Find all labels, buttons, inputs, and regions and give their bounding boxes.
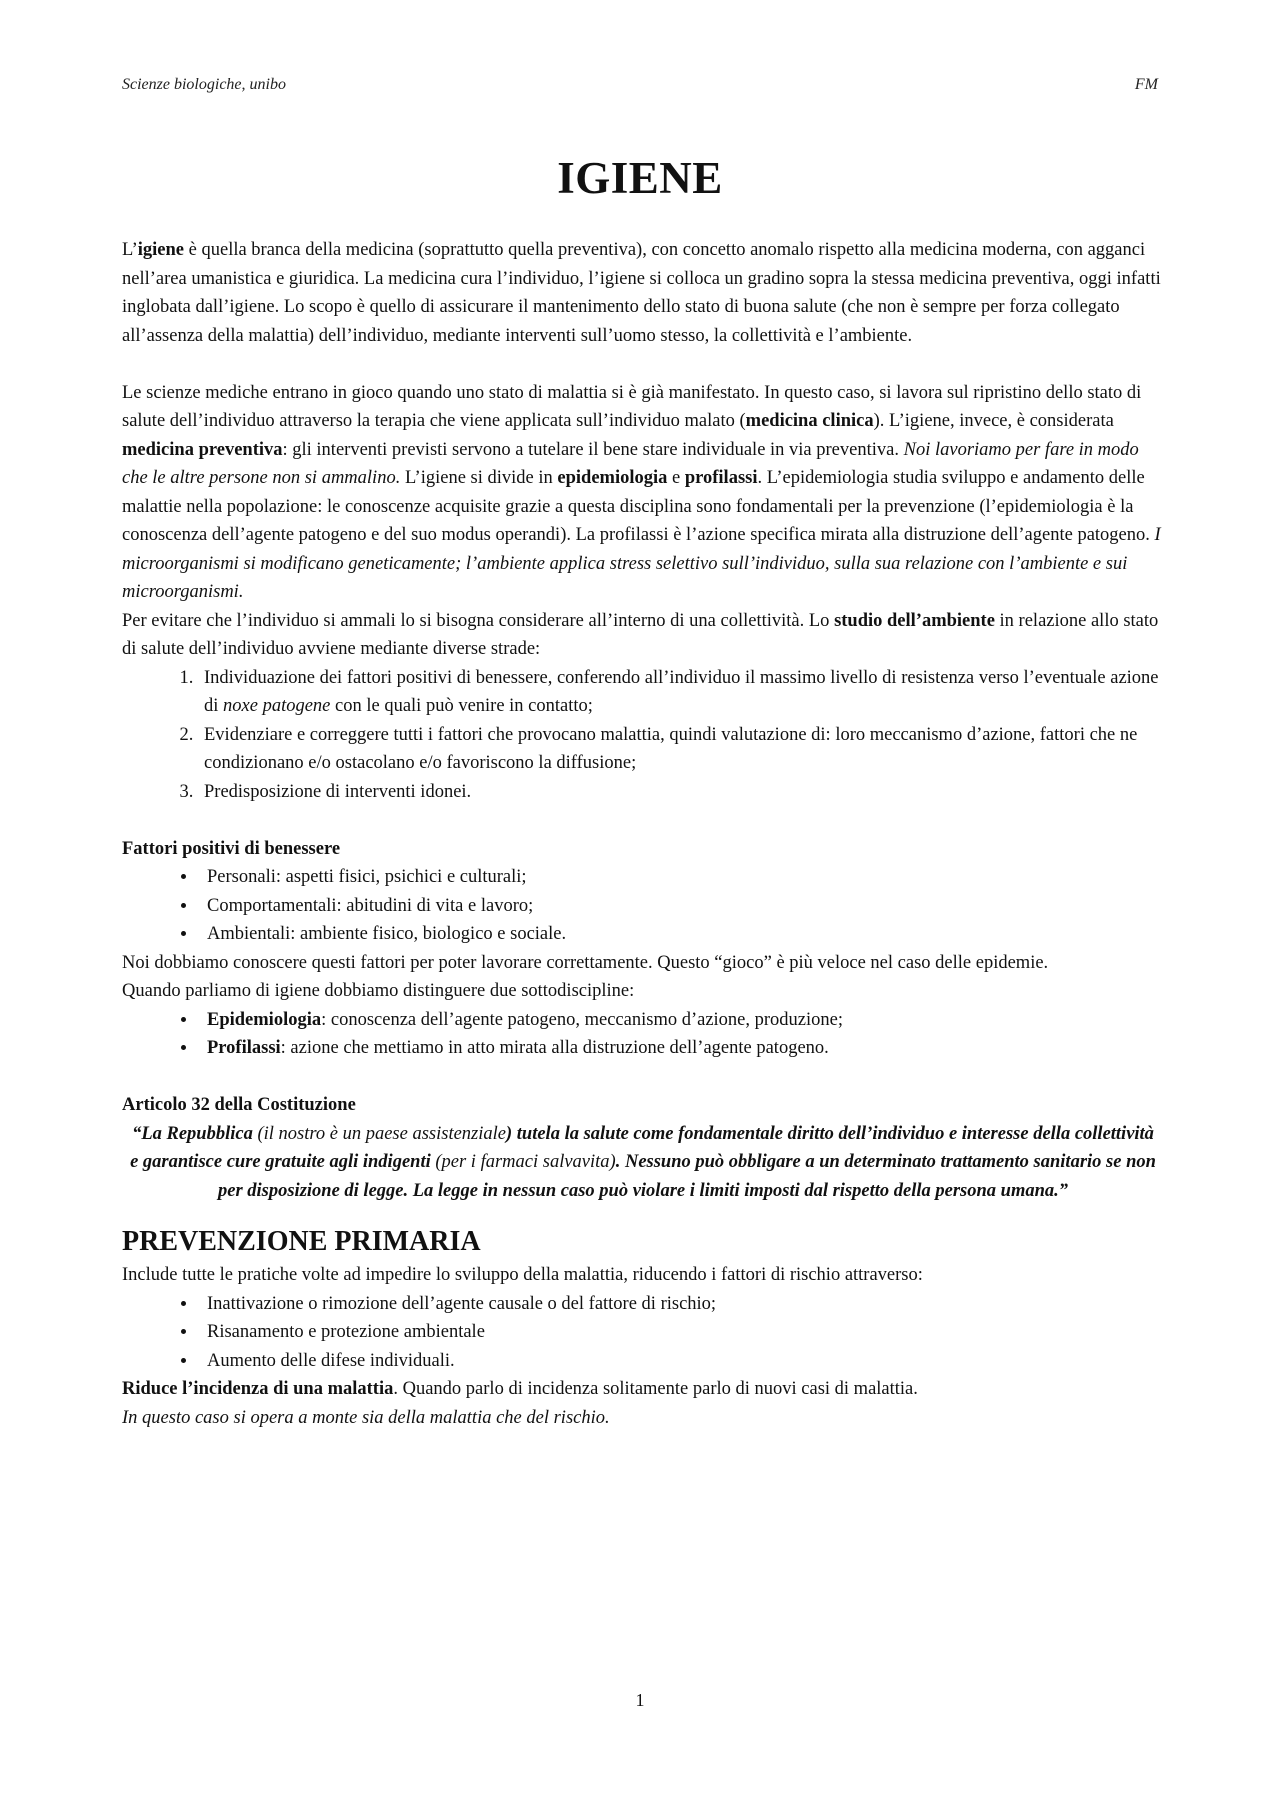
list-item: 3. Predisposizione di interventi idonei. xyxy=(198,778,1164,807)
page-title: IGIENE xyxy=(557,153,723,203)
header-left: Scienze biologiche, unibo xyxy=(122,76,286,93)
section-heading-articolo: Articolo 32 della Costituzione xyxy=(122,1095,356,1115)
list-item: • Comportamentali: abitudini di vita e lavoro; xyxy=(198,892,1164,921)
list-item: • Aumento delle difese individuali. xyxy=(198,1347,1164,1376)
list-item: • Profilassi: azione che mettiamo in atto mirata alla distruzione dell’agente patogeno. xyxy=(198,1034,1164,1063)
header-right: FM xyxy=(1134,76,1158,93)
paragraph-scienze-mediche: Le scienze mediche entrano in gioco quando uno stato di malattia si è già manifestato. In questo caso, si lavora sul ripristino dello stato di salute dell’individuo attraverso la terapia che viene applicata sull’individuo malato (medicina clinica). L’igiene, invece, è considerata medicina preventiva: gli interventi previsti servono a tutelare il bene stare individuale in via preventiva. Noi lavoriamo per fare in modo che le altre persone non si ammalino. L’igiene si divide in epidemiologia e profilassi. L’epidemiologia studia sviluppo e andamento delle malattie nella popolazione: le conoscenze acquisite grazie a questa disciplina sono fondamentali per la prevenzione (l’epidemiologia è la conoscenza dell’agente patogeno e del suo modus operandi). La profilassi è l’azione specifica mirata alla distruzione dell’agente patogeno. I microorganismi si modificano geneticamente; l’ambiente applica stress selettivo sull’individuo, sulla sua relazione con l’ambiente e sui microorganismi. xyxy=(122,382,1161,602)
paragraph-conoscere-fattori: Noi dobbiamo conoscere questi fattori per poter lavorare correttamente. Questo “gioco” è più veloce nel caso delle epidemie. xyxy=(122,952,1049,973)
list-item: • Risanamento e protezione ambientale xyxy=(198,1318,1164,1347)
list-item: • Personali: aspetti fisici, psichici e culturali; xyxy=(198,863,1164,892)
constitution-quote: “La Repubblica (il nostro è un paese assistenziale) tutela la salute come fondamentale diritto dell’individuo e interesse della collettività e garantisce cure gratuite agli indigenti (per i farmaci salvavita). Nessuno può obbligare a un determinato trattamento sanitario se non per disposizione di legge. La legge in nessun caso può violare i limiti imposti dal rispetto della persona umana.” xyxy=(130,1123,1156,1201)
paragraph-intro: L’igiene è quella branca della medicina (soprattutto quella preventiva), con concetto anomalo rispetto alla medicina moderna, con agganci nell’area umanistica e giuridica. La medicina cura l’individuo, l’igiene si colloca un gradino sopra la stessa medicina preventiva, oggi infatti inglobata dall’igiene. Lo scopo è quello di assicurare il mantenimento dello stato di buona salute (che non è sempre per forza collegato all’assenza della malattia) dell’individuo, mediante interventi sull’uomo stesso, la collettività e l’ambiente. xyxy=(122,240,1161,346)
bullet-list-sottodiscipline xyxy=(122,1006,1164,1063)
list-item: • Inattivazione o rimozione dell’agente causale o del fattore di rischio; xyxy=(198,1290,1164,1319)
paragraph-sottodiscipline: Quando parliamo di igiene dobbiamo distinguere due sottodiscipline: xyxy=(122,981,635,1001)
document-body xyxy=(122,236,1164,1432)
list-item: • Epidemiologia: conoscenza dell’agente patogeno, meccanismo d’azione, produzione; xyxy=(198,1006,1164,1035)
list-item: 1. Individuazione dei fattori positivi di benessere, conferendo all’individuo il massimo livello di resistenza verso l’eventuale azione di noxe patogene con le quali può venire in contatto; xyxy=(198,664,1164,721)
section-heading-fattori: Fattori positivi di benessere xyxy=(122,838,341,859)
list-item: 2. Evidenziare e correggere tutti i fattori che provocano malattia, quindi valutazione di: loro meccanismo d’azione, fattori che ne condizionano e/o ostacolano e/o favoriscono la diffusione; xyxy=(198,721,1164,778)
paragraph-prevenzione-intro: Include tutte le pratiche volte ad impedire lo sviluppo della malattia, riducendo i fattori di rischio attraverso: xyxy=(122,1265,923,1285)
bullet-list-prevenzione xyxy=(122,1290,1164,1376)
paragraph-a-monte: In questo caso si opera a monte sia della malattia che del rischio. xyxy=(122,1407,610,1428)
paragraph-studio-ambiente: Per evitare che l’individuo si ammali lo si bisogna considerare all’interno di una collettività. Lo studio dell’ambiente in relazione allo stato di salute dell’individuo avviene mediante diverse strade: xyxy=(122,610,1159,659)
section-heading-prevenzione: PREVENZIONE PRIMARIA xyxy=(122,1226,481,1257)
running-header xyxy=(122,76,1158,94)
page-number: 1 xyxy=(635,1690,645,1710)
numbered-list xyxy=(122,664,1164,807)
bullet-list-fattori xyxy=(122,863,1164,949)
paragraph-incidenza: Riduce l’incidenza di una malattia. Quando parlo di incidenza solitamente parlo di nuovi casi di malattia. xyxy=(122,1379,918,1399)
list-item: • Ambientali: ambiente fisico, biologico e sociale. xyxy=(198,920,1164,949)
